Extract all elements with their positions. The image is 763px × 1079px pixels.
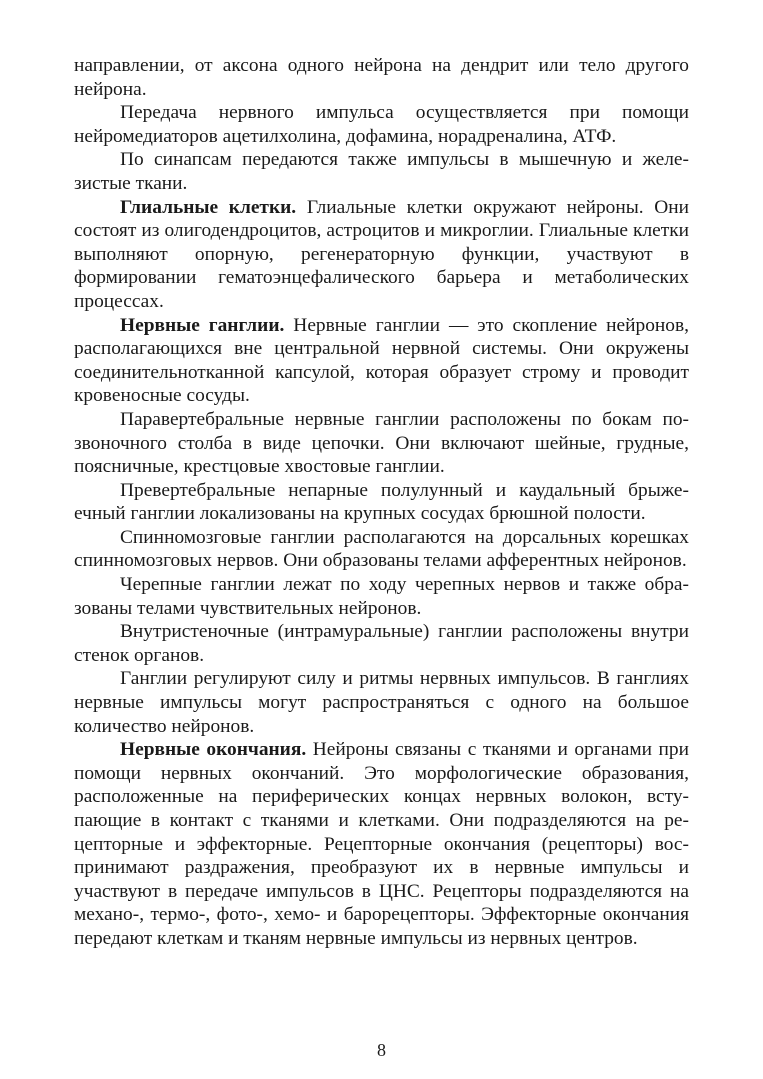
paragraph-text: Нейроны связаны с тканями и органами при помощи нервных окончаний. Это морфологические образования, расположенные на периферических концах нервных волокон, вступающие в контакт с тканями и клетками. Они подразделяются на рецепторные и эффекторные. Рецепторные окончания (рецепторы) воспринимают раздражения, преобразуют их в нервные импульсы и участвуют в передаче импульсов в ЦНС. Рецепторы подразделяются на механо-, термо-, фото-, хемо- и барорецепторы. Эффекторные окончания передают клеткам и тканям нервные импульсы из нервных центров. (74, 739, 689, 949)
paragraph-synapse-tissues (74, 148, 689, 195)
paragraph-text: направлении, от аксона одного нейрона на дендрит или тело другого нейрона. (74, 55, 689, 100)
paragraph-text: Нервные ганглии — это скопление нейронов, располагающихся вне центральной нервной системы. Они окружены соединительнотканной капсулой, которая образует строму и проводит кровеносные сосуды. (74, 314, 690, 407)
paragraph-ganglia-function (74, 667, 689, 738)
paragraph-continuation (74, 54, 689, 101)
paragraph-nerve-endings (74, 738, 689, 950)
paragraph-text: Спинномозговые ганглии располагаются на дорсальных корешках спинномозговых нервов. Они образованы телами афферентных нейронов. (74, 526, 689, 572)
paragraph-text: Превертебральные непарные полулунный и каудальный брыжеечный ганглии локализованы на крупных сосудах брюшной полости. (74, 479, 689, 525)
paragraph-spinal-ganglia (74, 526, 689, 573)
paragraph-text: По синапсам передаются также импульсы в мышечную и железистые ткани. (74, 149, 689, 194)
paragraph-text: Черепные ганглии лежат по ходу черепных нервов и также образованы телами чувствительных нейронов. (74, 574, 689, 619)
paragraph-text: Передача нервного импульса осуществляется при помощи нейромедиаторов ацетилхолина, дофамина, норадреналина, АТФ. (74, 102, 689, 147)
paragraph-prevertebral (74, 479, 689, 526)
paragraph-nerve-ganglia (74, 314, 689, 408)
paragraph-intramural-ganglia (74, 620, 689, 667)
paragraph-glial-cells (74, 196, 689, 314)
paragraph-text: Паравертебральные нервные ганглии расположены по бокам позвоночного столба в виде цепочки. Они включают шейные, грудные, поясничные, крестцовые хвостовые ганглии. (74, 408, 689, 478)
page-number: 8 (377, 1040, 386, 1060)
paragraph-neurotransmitters (74, 101, 689, 148)
page-body (74, 54, 689, 951)
paragraph-heading: Нервные ганглии. (120, 314, 285, 336)
paragraph-heading: Нервные окончания. (120, 739, 307, 761)
paragraph-heading: Глиальные клетки. (120, 196, 297, 218)
paragraph-text: Глиальные клетки окружают нейроны. Они состоят из олигодендроцитов, астроцитов и микроглии. Глиальные клетки выполняют опорную, регенераторную функции, участвуют в формировании гематоэнцефалического барьера и метаболических процессах. (74, 196, 689, 312)
paragraph-text: Внутристеночные (интрамуральные) ганглии расположены внутри стенок органов. (74, 621, 689, 666)
paragraph-text: Ганглии регулируют силу и ритмы нервных импульсов. В ганглиях нервные импульсы могут распространяться с одного на большое количество нейронов. (74, 668, 689, 737)
paragraph-paravertebral (74, 408, 689, 479)
paragraph-cranial-ganglia (74, 573, 689, 620)
